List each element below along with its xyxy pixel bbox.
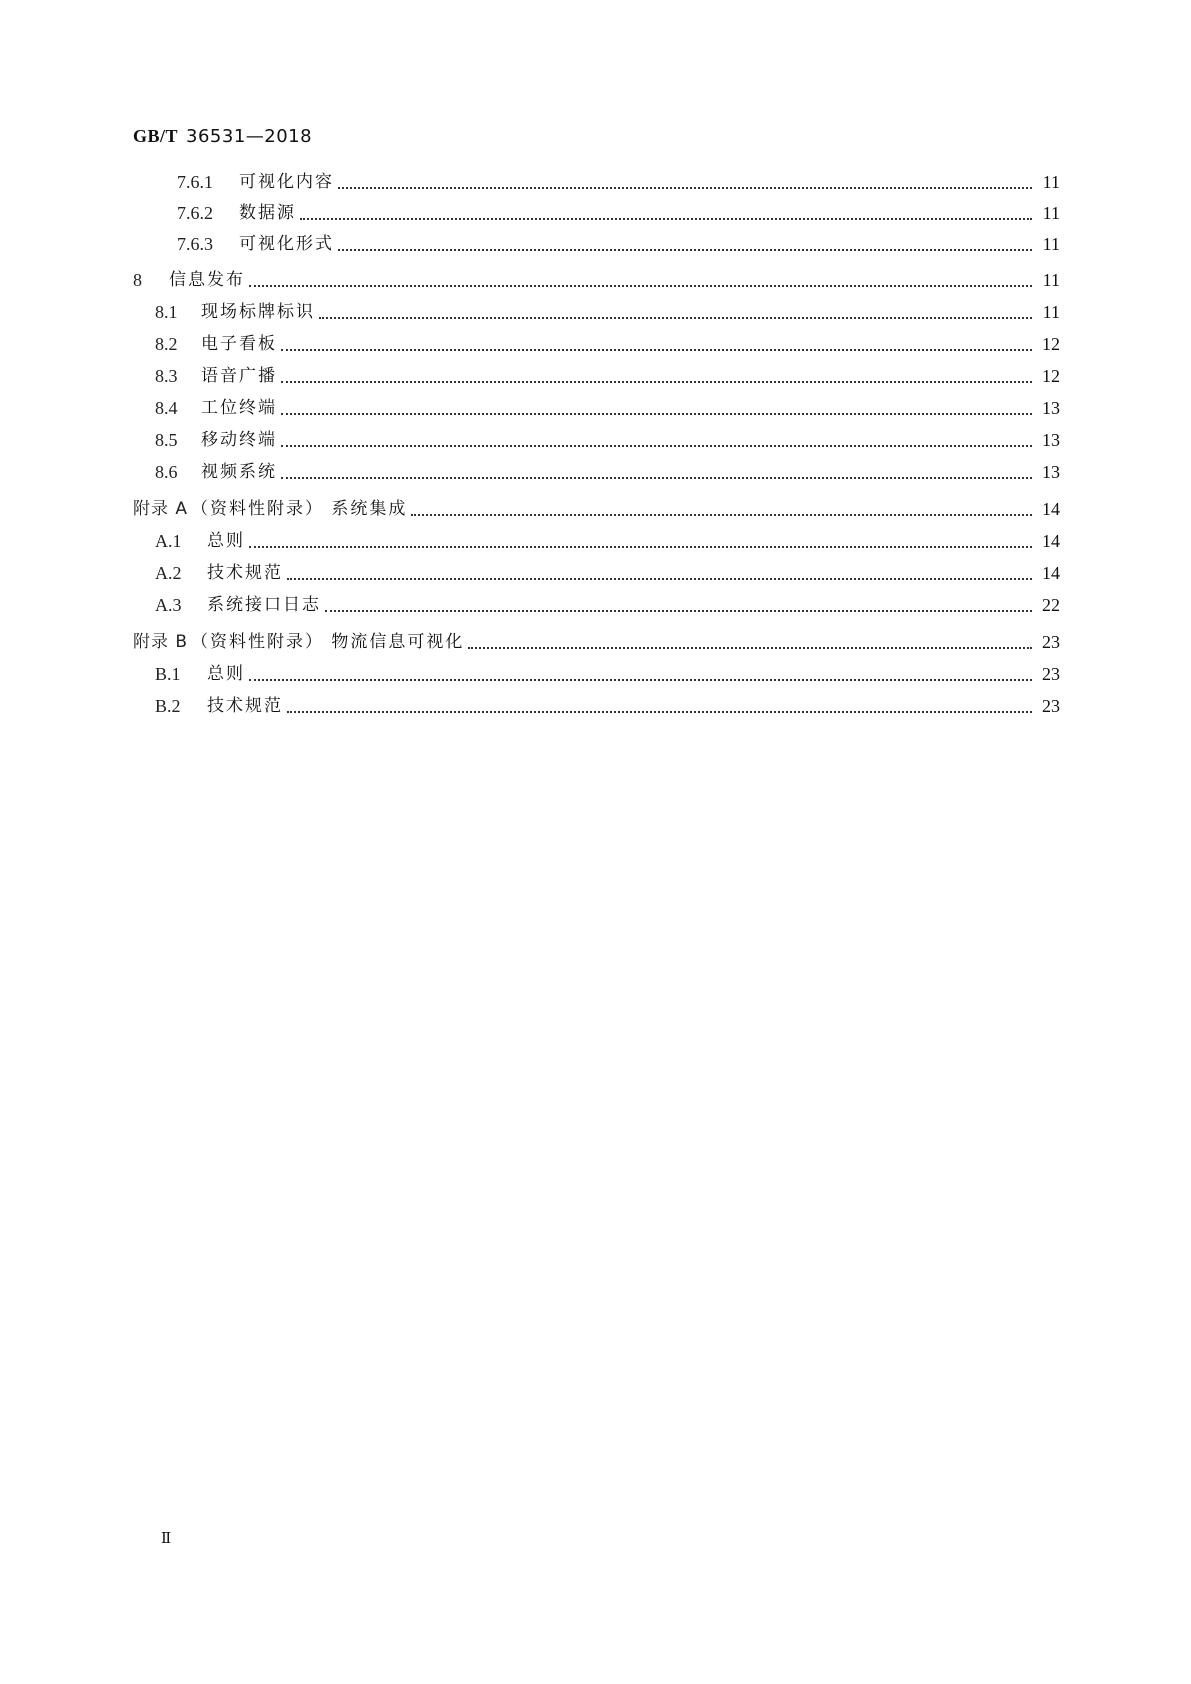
toc-entry-number: 7.6.3	[177, 234, 213, 254]
toc-entry-page: 11	[1042, 270, 1060, 290]
toc-entry[interactable]	[133, 268, 1060, 292]
toc-entry-title: 数据源	[239, 203, 296, 223]
toc-entry-page: 23	[1042, 632, 1060, 652]
toc-entry-title: 系统接口日志	[207, 595, 321, 615]
toc-entry-number: 8.1	[155, 302, 178, 322]
toc-entry-title: 可视化内容	[239, 172, 334, 192]
toc-entry[interactable]	[177, 201, 1060, 225]
toc-dot-leader	[281, 413, 1032, 415]
toc-entry-number: A.2	[155, 563, 182, 583]
toc-dot-leader	[287, 578, 1032, 580]
toc-entry-page: 11	[1042, 234, 1060, 254]
toc-entry-number: 8.2	[155, 334, 178, 354]
toc-entry-number: B.2	[155, 696, 181, 716]
toc-entry-page: 14	[1042, 531, 1060, 551]
toc-dot-leader	[300, 218, 1032, 220]
standard-number: 36531—2018	[186, 126, 313, 147]
toc-dot-leader	[249, 546, 1032, 548]
toc-entry[interactable]	[155, 561, 1060, 585]
toc-entry-page: 22	[1042, 595, 1060, 615]
toc-entry-page: 11	[1042, 302, 1060, 322]
toc-entry-title: （资料性附录） 系统集成	[191, 499, 408, 519]
toc-dot-leader	[338, 249, 1032, 251]
toc-entry-number: A.1	[155, 531, 182, 551]
toc-entry-number: 7.6.2	[177, 203, 213, 223]
toc-entry-title: 总则	[207, 664, 245, 684]
toc-entry-title: 可视化形式	[239, 234, 334, 254]
toc-entry-page: 11	[1042, 203, 1060, 223]
toc-entry[interactable]	[155, 529, 1060, 553]
toc-entry-title: 视频系统	[201, 462, 277, 482]
toc-dot-leader	[411, 514, 1032, 516]
toc-entry-title: 总则	[207, 531, 245, 551]
toc-entry-page: 14	[1042, 499, 1060, 519]
toc-entry-page: 23	[1042, 664, 1060, 684]
toc-entry-title: 技术规范	[207, 563, 283, 583]
toc-entry-title: （资料性附录） 物流信息可视化	[191, 632, 465, 652]
toc-dot-leader	[338, 187, 1032, 189]
toc-entry[interactable]	[177, 232, 1060, 256]
toc-dot-leader	[281, 381, 1032, 383]
toc-entry-number: 8	[133, 270, 142, 290]
toc-dot-leader	[468, 647, 1032, 649]
toc-dot-leader	[281, 445, 1032, 447]
toc-dot-leader	[281, 477, 1032, 479]
toc-entry[interactable]	[155, 428, 1060, 452]
toc-entry-page: 13	[1042, 430, 1060, 450]
toc-entry-title: 语音广播	[201, 366, 277, 386]
toc-entry[interactable]	[155, 662, 1060, 686]
toc-entry-page: 13	[1042, 462, 1060, 482]
toc-entry-page: 11	[1042, 172, 1060, 192]
toc-entry-page: 14	[1042, 563, 1060, 583]
toc-dot-leader	[287, 711, 1032, 713]
toc-entry-title: 信息发布	[169, 270, 245, 290]
toc-entry-number: 8.4	[155, 398, 178, 418]
toc-entry-title: 工位终端	[201, 398, 277, 418]
toc-entry-number: B.1	[155, 664, 181, 684]
toc-entry-page: 12	[1042, 334, 1060, 354]
toc-entry[interactable]	[155, 460, 1060, 484]
toc-entry-number: 7.6.1	[177, 172, 213, 192]
toc-dot-leader	[281, 349, 1032, 351]
toc-entry-number: 8.3	[155, 366, 178, 386]
toc-entry[interactable]	[155, 332, 1060, 356]
toc-dot-leader	[325, 610, 1032, 612]
toc-entry-title: 移动终端	[201, 430, 277, 450]
toc-dot-leader	[249, 679, 1032, 681]
toc-entry-number: 附录 A	[133, 499, 189, 519]
toc-entry[interactable]	[133, 630, 1060, 654]
toc-entry[interactable]	[177, 170, 1060, 194]
toc-entry[interactable]	[155, 694, 1060, 718]
standard-code: GB/T	[133, 126, 179, 146]
toc-entry-page: 13	[1042, 398, 1060, 418]
page-number: Ⅱ	[161, 1531, 172, 1547]
toc-entry-title: 电子看板	[201, 334, 277, 354]
toc-entry-page: 12	[1042, 366, 1060, 386]
toc-entry-page: 23	[1042, 696, 1060, 716]
toc-entry-number: A.3	[155, 595, 182, 615]
toc-entry[interactable]	[155, 300, 1060, 324]
toc-entry-title: 现场标牌标识	[201, 302, 315, 322]
toc-entry-number: 附录 B	[133, 632, 189, 652]
toc-entry[interactable]	[155, 593, 1060, 617]
toc-entry[interactable]	[155, 396, 1060, 420]
toc-dot-leader	[249, 285, 1032, 287]
toc-entry-number: 8.6	[155, 462, 178, 482]
toc-entry[interactable]	[155, 364, 1060, 388]
toc-entry-title: 技术规范	[207, 696, 283, 716]
toc-dot-leader	[319, 317, 1032, 319]
toc-entry[interactable]	[133, 497, 1060, 521]
toc-entry-number: 8.5	[155, 430, 178, 450]
